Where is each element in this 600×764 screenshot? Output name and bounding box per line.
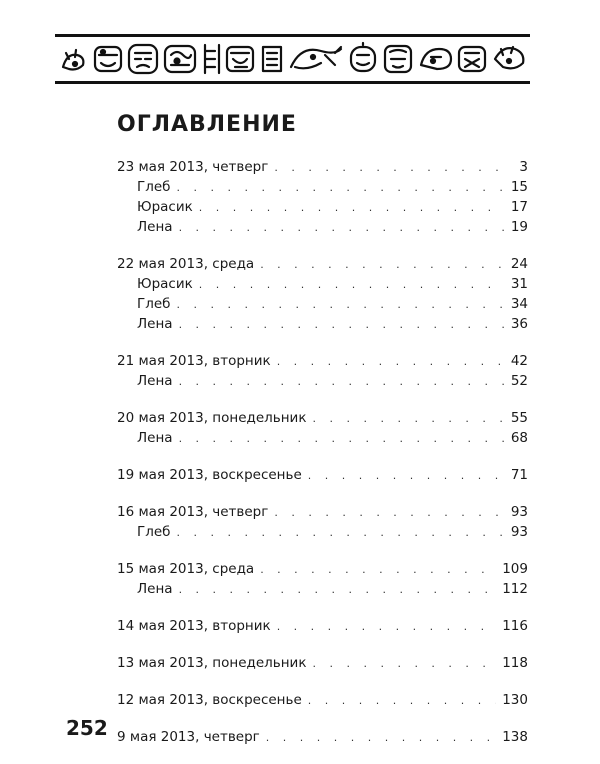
dot-leader	[179, 429, 504, 449]
toc-entry-page: 93	[510, 504, 528, 520]
toc-entry-page: 17	[510, 199, 528, 215]
toc-entry-page: 71	[510, 467, 528, 483]
toc-entry-page: 15	[510, 179, 528, 195]
toc-entry-page: 36	[510, 316, 528, 332]
toc-entry-label: 23 мая 2013, четверг	[117, 159, 269, 175]
dot-leader	[274, 503, 504, 523]
toc-entry	[117, 157, 528, 177]
table-of-contents	[117, 157, 528, 764]
toc-subentry	[117, 217, 528, 237]
toc-subentry	[117, 522, 528, 542]
toc-entry	[117, 690, 528, 710]
toc-entry-page: 52	[510, 373, 528, 389]
toc-group	[117, 157, 528, 237]
toc-entry-page: 55	[510, 410, 528, 426]
toc-entry-label: 21 мая 2013, вторник	[117, 353, 271, 369]
toc-group	[117, 254, 528, 334]
toc-entry-label: 16 мая 2013, четверг	[117, 504, 269, 520]
dot-leader	[312, 409, 504, 429]
dot-leader	[277, 352, 504, 372]
toc-entry-label: Лена	[137, 219, 173, 235]
dot-leader	[277, 617, 497, 637]
dot-leader	[308, 691, 496, 711]
toc-subentry	[117, 197, 528, 217]
decorative-glyph-banner	[55, 34, 530, 84]
toc-entry	[117, 465, 528, 485]
mayan-glyph-frieze-icon	[55, 37, 530, 81]
toc-entry-label: Лена	[137, 373, 173, 389]
toc-entry-page: 116	[502, 618, 528, 634]
toc-entry-label: Юрасик	[137, 199, 193, 215]
dot-leader	[199, 198, 504, 218]
toc-entry	[117, 254, 528, 274]
toc-subentry	[117, 371, 528, 391]
toc-entry-label: 14 мая 2013, вторник	[117, 618, 271, 634]
dot-leader	[179, 580, 497, 600]
toc-entry-label: 12 мая 2013, воскресенье	[117, 692, 302, 708]
toc-entry	[117, 502, 528, 522]
toc-subentry	[117, 314, 528, 334]
toc-entry-label: Глеб	[137, 524, 171, 540]
toc-entry-label: Лена	[137, 581, 173, 597]
toc-group	[117, 616, 528, 636]
toc-entry	[117, 351, 528, 371]
toc-entry	[117, 727, 528, 747]
toc-entry-label: 22 мая 2013, среда	[117, 256, 255, 272]
toc-entry-label: Глеб	[137, 179, 171, 195]
toc-entry-label: Глеб	[137, 296, 171, 312]
dot-leader	[266, 728, 496, 748]
toc-entry-label: 9 мая 2013, четверг	[117, 729, 260, 745]
dot-leader	[260, 560, 496, 580]
toc-group	[117, 351, 528, 391]
toc-entry-page: 34	[510, 296, 528, 312]
toc-subentry	[117, 294, 528, 314]
page-title: ОГЛАВЛЕНИЕ	[117, 112, 297, 137]
toc-entry-page: 24	[510, 256, 528, 272]
dot-leader	[260, 255, 504, 275]
toc-group	[117, 408, 528, 448]
toc-entry-page: 42	[510, 353, 528, 369]
dot-leader	[177, 295, 505, 315]
toc-subentry	[117, 579, 528, 599]
toc-entry-page: 112	[502, 581, 528, 597]
dot-leader	[179, 315, 504, 335]
dot-leader	[312, 654, 496, 674]
toc-entry-page: 3	[519, 159, 528, 175]
toc-entry-label: 15 мая 2013, среда	[117, 561, 255, 577]
toc-subentry	[117, 428, 528, 448]
dot-leader	[274, 158, 504, 178]
toc-entry-page: 109	[502, 561, 528, 577]
toc-entry-page: 68	[510, 430, 528, 446]
toc-entry-page: 93	[510, 524, 528, 540]
page-number: 252	[66, 716, 108, 740]
toc-entry	[117, 559, 528, 579]
toc-entry-page: 138	[502, 729, 528, 745]
toc-group	[117, 502, 528, 542]
toc-entry-page: 31	[510, 276, 528, 292]
dot-leader	[177, 178, 505, 198]
toc-group	[117, 690, 528, 710]
toc-entry-label: Лена	[137, 430, 173, 446]
toc-entry-page: 130	[502, 692, 528, 708]
toc-entry-page: 118	[502, 655, 528, 671]
toc-entry-label: 13 мая 2013, понедельник	[117, 655, 307, 671]
toc-group	[117, 727, 528, 747]
toc-entry	[117, 653, 528, 673]
toc-entry-page: 19	[510, 219, 528, 235]
dot-leader	[179, 372, 504, 392]
toc-entry	[117, 616, 528, 636]
dot-leader	[199, 275, 504, 295]
toc-entry-label: 20 мая 2013, понедельник	[117, 410, 307, 426]
toc-entry	[117, 408, 528, 428]
toc-subentry	[117, 274, 528, 294]
toc-group	[117, 653, 528, 673]
dot-leader	[308, 466, 504, 486]
toc-entry-label: 19 мая 2013, воскресенье	[117, 467, 302, 483]
toc-subentry	[117, 177, 528, 197]
toc-entry-label: Лена	[137, 316, 173, 332]
toc-entry-label: Юрасик	[137, 276, 193, 292]
toc-group	[117, 465, 528, 485]
dot-leader	[177, 523, 505, 543]
toc-group	[117, 559, 528, 599]
dot-leader	[179, 218, 504, 238]
